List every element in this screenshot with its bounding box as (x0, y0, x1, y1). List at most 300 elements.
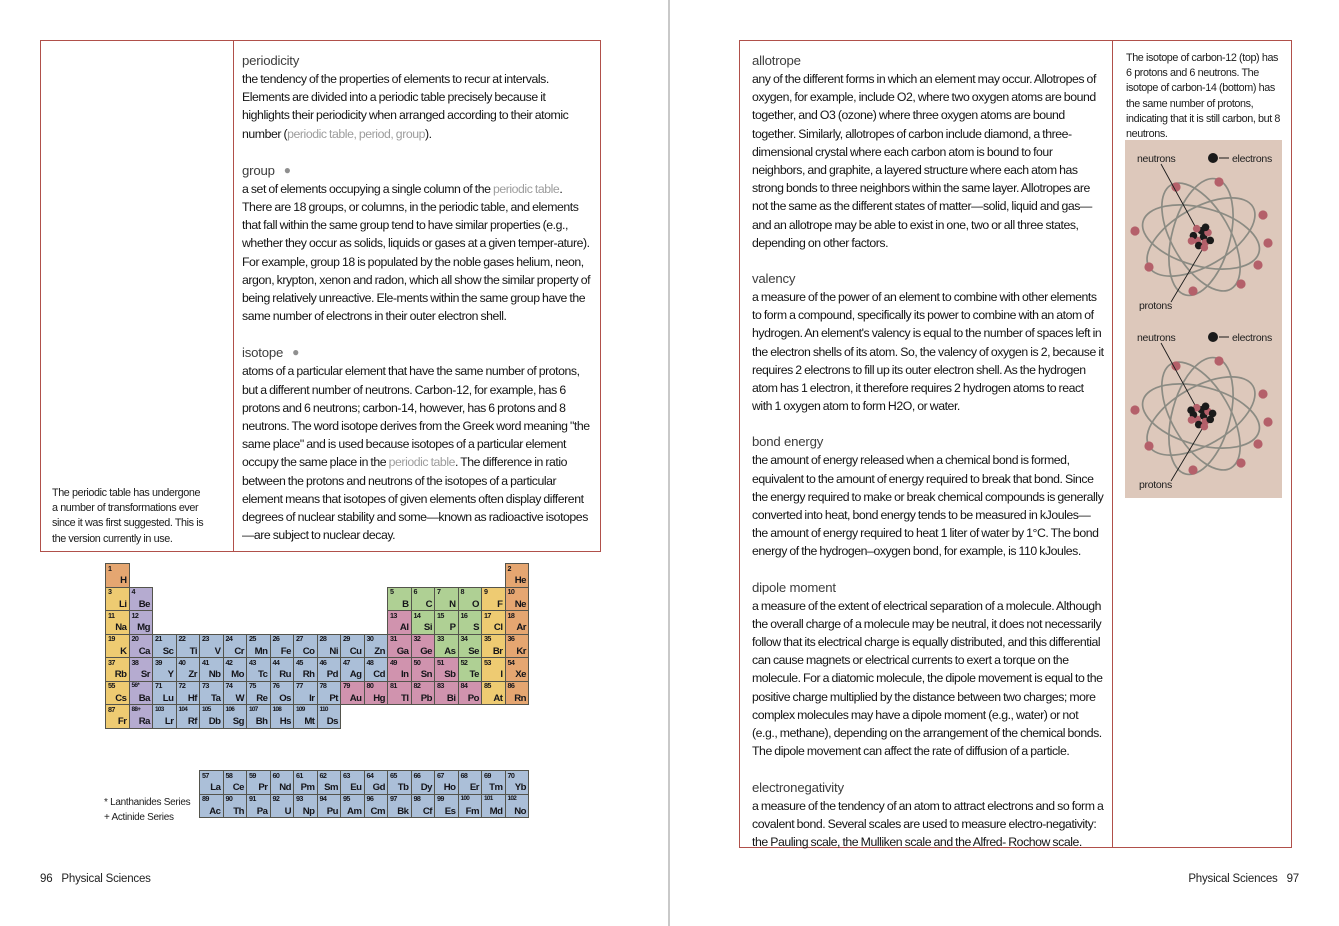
element-symbol: Th (233, 805, 244, 817)
element-cell-Ba (129, 681, 154, 706)
element-cell-Nb (199, 657, 224, 682)
atomic-number: 71 (155, 681, 162, 690)
atom-diagram-carbon-12 (1125, 140, 1282, 319)
atomic-number: 56* (131, 682, 139, 689)
element-symbol: B (402, 598, 409, 610)
element-cell-Lr (152, 704, 177, 729)
atomic-number: 101 (484, 795, 493, 802)
element-symbol: Ac (209, 805, 221, 817)
definition-segment: . The difference in ratio between the protons and neutrons of the isotopes of a particular element means that isotopes of given elements often display different degrees of nuclear stability and some—known as radioactive isotopes—are subject to nuclear decay. (242, 455, 588, 543)
element-symbol: C (425, 598, 432, 610)
atomic-number: 64 (366, 770, 374, 780)
element-symbol: Bh (255, 716, 268, 727)
atomic-number: 108 (272, 705, 282, 713)
atomic-number: 104 (178, 705, 188, 713)
atomic-number: 94 (319, 794, 327, 803)
element-cell-Mt (293, 704, 318, 729)
atomic-number: 60 (272, 770, 280, 780)
atomic-number: 62 (319, 770, 327, 780)
definition-text (752, 70, 1104, 252)
element-symbol: Tc (258, 669, 268, 680)
atomic-number: 2 (507, 563, 511, 573)
definition-segment: a measure of the tendency of an atom to attract electrons and so form a covalent bond. Several scales are used to measure electro-negativity: the Pauling scale, the Mulliken scale and the Alfred- Rochow scale. (752, 798, 1104, 849)
element-symbol: Yb (514, 782, 526, 793)
element-symbol: Fe (280, 645, 291, 657)
term-heading: group ● (242, 162, 291, 178)
element-symbol: Lu (162, 692, 174, 704)
element-symbol: Ru (279, 669, 291, 680)
element-cell-Fr (105, 704, 130, 729)
atomic-number: 12 (131, 610, 139, 620)
element-symbol: Te (469, 669, 479, 680)
element-symbol: Fm (465, 805, 479, 817)
definition-segment: a set of elements occupying a single column of the (242, 181, 493, 196)
definition-segment: the amount of energy released when a chemical bond is formed, equivalent to the amount of energy required to break that bond. Since the energy required to make or break chemical compounds is generally converted into heat, bond energy tends to be measured in kJoules—the amount of energy required to heat 1 liter of water by 1°C. The bond energy of the hydrogen–oxygen bond, for example, is 110 kJoules. (752, 453, 1104, 559)
atomic-number: 34 (460, 634, 468, 643)
element-cell-Lu (152, 681, 177, 706)
element-cell-Y (152, 657, 177, 682)
element-symbol: Rh (302, 669, 315, 680)
definition-segment: the tendency of the properties of elements to recur at intervals. Elements are divided into a periodic table precisely because it highlights their periodicity when arranged according to their atomic number ( (242, 72, 569, 141)
element-cell-V (199, 634, 224, 659)
element-cell-Te (458, 657, 483, 682)
element-cell-Mg (129, 610, 154, 635)
element-symbol: Ce (232, 782, 244, 793)
atomic-number: 59 (249, 770, 256, 780)
element-cell-Pt (317, 681, 342, 706)
protons-label: protons (1139, 300, 1172, 312)
element-symbol: Br (492, 645, 503, 657)
element-cell-Hs (270, 704, 295, 729)
periodic-table-caption: The periodic table has undergone a number of transformations ever since it was first suggested. This is the version currently in use. (52, 487, 204, 545)
atomic-number: 76 (272, 681, 280, 690)
element-cell-As (434, 634, 459, 659)
element-cell-Ce (223, 770, 248, 795)
atomic-number: 91 (249, 794, 256, 803)
element-cell-Po (458, 681, 483, 706)
right-inner-rule (1112, 41, 1113, 847)
element-cell-Fm (458, 794, 483, 819)
element-cell-Se (458, 634, 483, 659)
element-symbol: Pt (329, 692, 338, 704)
atom-diagram-carbon-14 (1125, 319, 1282, 498)
glossary-entry-isotope (242, 343, 594, 544)
atomic-number: 20 (131, 634, 139, 643)
element-symbol: Sn (420, 669, 432, 680)
element-symbol: Ca (138, 645, 150, 657)
glossary-entry-valency (752, 270, 1104, 415)
atomic-number: 53 (484, 657, 491, 667)
atomic-number: 57 (202, 770, 209, 780)
element-cell-Fe (270, 634, 295, 659)
element-symbol: Tm (489, 782, 503, 793)
element-cell-In (387, 657, 412, 682)
definition-text (242, 70, 594, 143)
element-symbol: N (449, 598, 456, 610)
atomic-number: 23 (202, 634, 209, 643)
left-page-number: 96 (40, 873, 53, 885)
element-cell-Au (340, 681, 365, 706)
element-symbol: Db (208, 716, 221, 727)
element-cell-Tc (246, 657, 271, 682)
element-cell-Ru (270, 657, 295, 682)
atomic-number: 61 (296, 770, 303, 780)
definition-text (752, 288, 1104, 415)
atomic-number: 29 (343, 634, 350, 643)
atomic-number: 96 (366, 794, 374, 803)
left-glossary-entries (242, 52, 594, 544)
element-cell-Ho (434, 770, 459, 795)
periodic-table (105, 563, 529, 729)
element-symbol: Es (444, 805, 456, 817)
atomic-number: 103 (155, 705, 164, 713)
atomic-number: 19 (108, 634, 115, 643)
element-symbol: Cu (349, 645, 362, 657)
definition-text (752, 451, 1104, 560)
element-cell-No (505, 794, 530, 819)
element-cell-Bi (434, 681, 459, 706)
element-symbol: Hf (187, 692, 197, 704)
atomic-number: 43 (249, 657, 256, 667)
element-cell-C (411, 587, 436, 612)
term-heading: allotrope (752, 53, 801, 68)
lanthanides-legend-label: * Lanthanides Series (104, 797, 191, 808)
atomic-number: 24 (225, 634, 233, 643)
element-symbol: V (214, 645, 221, 657)
element-symbol: Pr (258, 782, 268, 793)
atomic-number: 87 (108, 704, 115, 714)
element-symbol: Zn (374, 645, 385, 657)
element-symbol: Ni (329, 645, 338, 657)
element-cell-U (270, 794, 295, 819)
atomic-number: 80 (366, 681, 374, 690)
element-cell-Ac (199, 794, 224, 819)
left-footer-label: Physical Sciences (61, 873, 151, 885)
atomic-number: 63 (343, 770, 350, 780)
element-cell-Sr (129, 657, 154, 682)
element-cell-Ge (411, 634, 436, 659)
element-cell-O (458, 587, 483, 612)
glossary-entry-electronegativity (752, 779, 1104, 852)
atomic-number: 106 (225, 705, 235, 713)
element-cell-Cd (364, 657, 389, 682)
element-symbol: Re (256, 692, 268, 704)
atomic-number: 18 (507, 610, 515, 620)
element-cell-Sb (434, 657, 459, 682)
element-cell-B (387, 587, 412, 612)
element-cell-Db (199, 704, 224, 729)
atomic-number: 98 (413, 794, 421, 803)
element-cell-Bk (387, 794, 412, 819)
element-cell-H (105, 563, 130, 588)
element-cell-Cf (411, 794, 436, 819)
atomic-number: 72 (178, 681, 186, 690)
definition-segment: a measure of the extent of electrical separation of a molecule. Although the overall charge of a molecule may be neutral, it does not necessarily follow that its electrical charge is equally distributed, and this differential can cause magnets or electrical currents to exert a torque on the molecule. For a diatomic molecule, the dipole movement is equal to the positive charge multiplied by the distance between two charges; more complex molecules may have a dipole moment (e.g., water) or not (e.g., methane), depending on the arrangement of the chemical bonds. The dipole movement can affect the rate of diffusion of a particle. (752, 598, 1103, 759)
atomic-number: 36 (507, 634, 515, 643)
element-cell-Xe (505, 657, 530, 682)
element-cell-Al (387, 610, 412, 635)
definition-text (752, 597, 1104, 761)
element-symbol: Ra (138, 716, 150, 727)
atomic-number: 107 (249, 705, 258, 713)
element-cell-Zn (364, 634, 389, 659)
element-cell-Cl (481, 610, 506, 635)
element-cell-Ds (317, 704, 342, 729)
isotope-diagram-caption: The isotope of carbon-12 (top) has 6 protons and 6 neutrons. The isotope of carbon-14 (bottom) has the same number of protons, indicating that it is still carbon, but 8 neutrons. (1126, 52, 1281, 141)
neutrons-label: neutrons (1137, 332, 1176, 344)
atomic-number: 26 (272, 634, 280, 643)
atomic-number: 47 (343, 657, 350, 667)
atomic-number: 84 (460, 681, 468, 690)
element-symbol: Ho (443, 782, 456, 793)
atomic-number: 25 (249, 634, 256, 643)
element-cell-Rf (176, 704, 201, 729)
atomic-number: 37 (108, 657, 115, 667)
atomic-number: 77 (296, 681, 303, 690)
atomic-number: 90 (225, 794, 233, 803)
atomic-number: 95 (343, 794, 350, 803)
element-cell-P (434, 610, 459, 635)
definition-segment: atoms of a particular element that have the same number of protons, but a different number of neutrons. Carbon-12, for example, has 6 protons and 6 neutrons; carbon-14, however, has 6 protons and 8 neutrons. The word isotope derives from the Greek word meaning "the same place" and is used because isotopes of a particular element occupy the same place in the (242, 364, 590, 470)
term-heading: isotope ● (242, 345, 300, 361)
element-cell-Mo (223, 657, 248, 682)
element-symbol: K (120, 645, 127, 657)
periodic-table-series (199, 770, 529, 818)
element-symbol: Bk (397, 805, 409, 817)
atomic-number: 48 (366, 657, 374, 667)
element-cell-Rb (105, 657, 130, 682)
element-cell-Pm (293, 770, 318, 795)
protons-label: protons (1139, 479, 1172, 491)
element-symbol: La (210, 782, 221, 793)
element-cell-Be (129, 587, 154, 612)
element-cell-S (458, 610, 483, 635)
element-symbol: Er (469, 782, 479, 793)
element-cell-Eu (340, 770, 365, 795)
element-symbol: Po (467, 692, 479, 704)
atomic-number: 3 (108, 587, 112, 596)
atomic-number: 9 (484, 587, 488, 596)
element-cell-Br (481, 634, 506, 659)
element-cell-Pr (246, 770, 271, 795)
atomic-number: 93 (296, 794, 303, 803)
cross-reference: periodic table (492, 181, 560, 196)
element-cell-Ga (387, 634, 412, 659)
element-symbol: Al (399, 622, 409, 633)
element-symbol: Co (302, 645, 315, 657)
element-symbol: Pb (420, 692, 432, 704)
element-symbol: Np (302, 805, 315, 817)
term-heading: dipole moment (752, 579, 836, 595)
element-cell-Li (105, 587, 130, 612)
element-cell-Ti (176, 634, 201, 659)
element-symbol: Pu (326, 805, 338, 817)
atomic-number: 16 (460, 610, 468, 620)
atomic-number: 74 (225, 681, 233, 690)
element-cell-Hg (364, 681, 389, 706)
definition-text (242, 180, 594, 326)
atomic-number: 88+ (131, 705, 141, 713)
element-symbol: Be (138, 598, 150, 610)
element-symbol: O (472, 598, 479, 610)
element-cell-Cr (223, 634, 248, 659)
atomic-number: 50 (413, 657, 421, 667)
element-cell-I (481, 657, 506, 682)
atomic-number: 105 (202, 705, 211, 713)
element-symbol: Pa (256, 805, 268, 817)
element-symbol: Xe (515, 669, 526, 680)
element-symbol: I (500, 669, 503, 680)
element-symbol: S (473, 622, 479, 633)
element-symbol: Mt (304, 716, 315, 727)
element-symbol: Cl (493, 622, 503, 633)
atomic-number: 70 (507, 770, 515, 780)
element-symbol: Ge (420, 645, 432, 657)
element-symbol: In (400, 669, 409, 680)
left-inner-rule (233, 41, 234, 551)
element-cell-Sn (411, 657, 436, 682)
atomic-number: 97 (390, 794, 397, 803)
atomic-number: 33 (437, 634, 444, 643)
element-cell-N (434, 587, 459, 612)
atomic-number: 1 (108, 563, 112, 573)
element-symbol: Ag (349, 669, 362, 680)
element-cell-Cs (105, 681, 130, 706)
definition-segment: . There are 18 groups, or columns, in the periodic table, and elements that fall within the same group tend to have similar properties (e.g., whether they occur as solids, liquids or gases at a given temper-ature). For example, group 18 is populated by the noble gases helium, neon, argon, krypton, xenon and radon, which all show the similar property of being relatively unreactive. Ele-ments within the same group have the same number of electrons in their outer electron shell. (242, 181, 591, 324)
element-symbol: Cr (234, 645, 244, 657)
element-cell-Si (411, 610, 436, 635)
atomic-number: 46 (319, 657, 327, 667)
element-cell-Nd (270, 770, 295, 795)
atomic-number: 15 (437, 610, 444, 620)
atomic-number: 78 (319, 681, 327, 690)
element-cell-Na (105, 610, 130, 635)
right-page-footer (1040, 873, 1299, 885)
element-cell-Ta (199, 681, 224, 706)
atomic-number: 8 (460, 587, 464, 596)
element-symbol: Ga (396, 645, 409, 657)
element-cell-Cm (364, 794, 389, 819)
element-symbol: At (493, 692, 503, 704)
glossary-entry-periodicity (242, 52, 594, 143)
element-symbol: W (235, 692, 244, 704)
atomic-number: 17 (484, 610, 491, 620)
element-symbol: Ar (516, 622, 526, 633)
atomic-number: 22 (178, 634, 186, 643)
element-cell-Sm (317, 770, 342, 795)
atomic-number: 89 (202, 794, 209, 803)
atomic-number: 86 (507, 681, 515, 690)
atomic-number: 39 (155, 657, 162, 667)
element-symbol: As (444, 645, 456, 657)
element-symbol: Os (279, 692, 291, 704)
element-symbol: He (514, 575, 526, 586)
atomic-number: 6 (413, 587, 417, 596)
term-heading: bond energy (752, 434, 824, 450)
element-symbol: Se (468, 645, 479, 657)
atomic-number: 66 (413, 770, 421, 780)
element-symbol: Am (347, 805, 362, 817)
element-symbol: Md (489, 805, 503, 817)
element-symbol: Lr (164, 716, 174, 727)
atomic-number: 68 (460, 770, 468, 780)
right-footer-label: Physical Sciences (1188, 873, 1278, 885)
element-symbol: Cd (373, 669, 385, 680)
atomic-number: 110 (319, 705, 328, 713)
element-cell-He (505, 563, 530, 588)
element-symbol: Nd (279, 782, 291, 793)
atomic-number: 81 (390, 681, 397, 690)
element-symbol: Hs (279, 716, 291, 727)
element-cell-W (223, 681, 248, 706)
atomic-number: 65 (390, 770, 397, 780)
element-symbol: Kr (516, 645, 526, 657)
term-heading: valency (752, 271, 796, 287)
element-symbol: Cm (370, 805, 385, 817)
atomic-number: 30 (366, 634, 374, 643)
atomic-number: 75 (249, 681, 256, 690)
atomic-number: 35 (484, 634, 491, 643)
element-cell-Ca (129, 634, 154, 659)
element-cell-Bh (246, 704, 271, 729)
periodic-table-legend (104, 795, 199, 825)
glossary-entry-bond-energy (752, 433, 1104, 560)
element-symbol: Zr (188, 669, 197, 680)
element-cell-Mn (246, 634, 271, 659)
atomic-number: 45 (296, 657, 303, 667)
atomic-number: 40 (178, 657, 186, 667)
element-symbol: Ti (189, 645, 197, 657)
element-cell-Ar (505, 610, 530, 635)
element-symbol: Gd (372, 782, 385, 793)
element-symbol: Pm (300, 782, 315, 793)
element-symbol: Dy (420, 782, 432, 793)
atomic-number: 52 (460, 657, 468, 667)
element-cell-Ni (317, 634, 342, 659)
element-symbol: Sb (444, 669, 456, 680)
element-cell-Hf (176, 681, 201, 706)
atom-diagrams-panel (1125, 140, 1282, 498)
atomic-number: 7 (437, 587, 441, 596)
electrons-label: electrons (1232, 332, 1272, 344)
element-cell-La (199, 770, 224, 795)
atomic-number: 42 (225, 657, 233, 667)
definition-segment: a measure of the power of an element to combine with other elements to form a compound, specifically its power to combine with an atom of hydrogen. An element's valency is equal to the number of spaces left in the electron shells of its atom. So, the valency of oxygen is 2, because it requires 2 electrons to fill up its outer electron shell. As the hydrogen atom has 1 electron, it therefore requires 2 hydrogen atoms to react with 1 oxygen atom to form H2O, or water. (752, 290, 1104, 414)
element-symbol: Cs (115, 692, 127, 704)
element-cell-Pd (317, 657, 342, 682)
element-symbol: Hg (373, 692, 385, 704)
atomic-number: 13 (390, 610, 397, 620)
element-symbol: H (120, 575, 127, 586)
center-page-divider (668, 0, 670, 926)
element-symbol: Au (349, 692, 362, 704)
right-page-number: 97 (1286, 873, 1299, 885)
element-symbol: Eu (350, 782, 362, 793)
atomic-number: 99 (437, 794, 444, 803)
element-cell-Tl (387, 681, 412, 706)
atomic-number: 27 (296, 634, 303, 643)
atomic-number: 51 (437, 657, 444, 667)
cross-reference: periodic table, period, group (287, 126, 426, 141)
element-cell-Rh (293, 657, 318, 682)
atomic-number: 28 (319, 634, 327, 643)
element-cell-Ag (340, 657, 365, 682)
element-cell-Re (246, 681, 271, 706)
element-symbol: Ds (326, 716, 338, 727)
element-symbol: Ir (309, 692, 315, 704)
element-cell-Dy (411, 770, 436, 795)
element-symbol: Ta (211, 692, 221, 704)
